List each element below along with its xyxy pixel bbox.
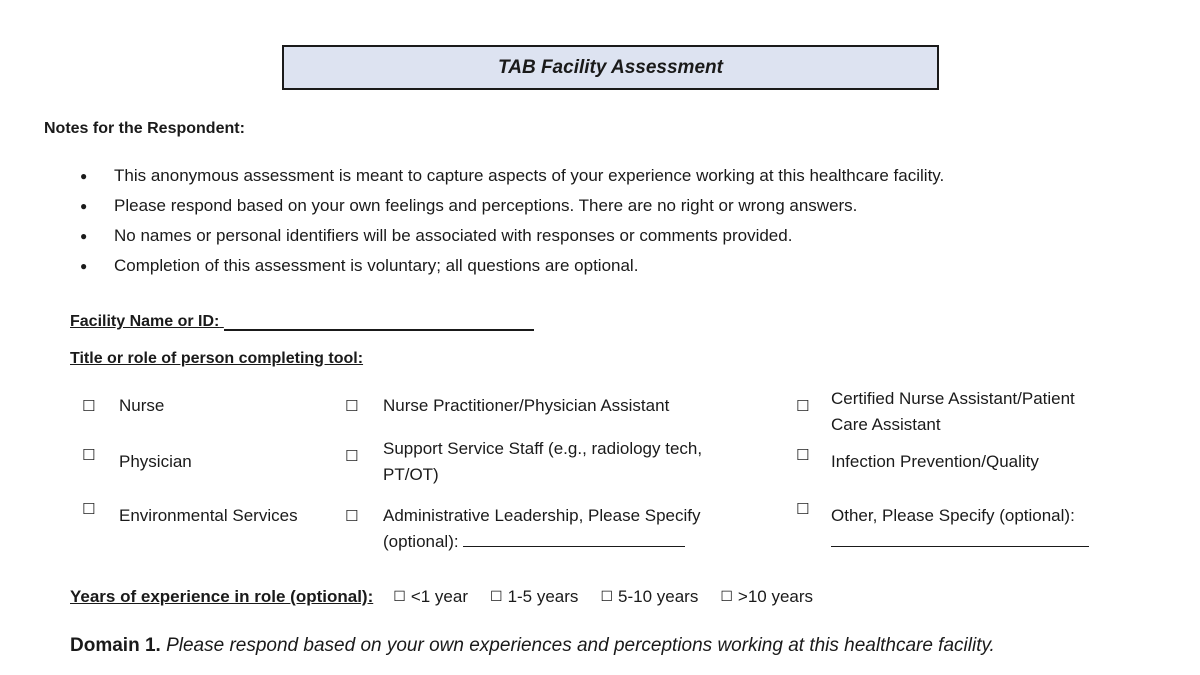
checkbox-icon: ☐	[600, 589, 613, 605]
other-label: Other, Please Specify (optional):	[831, 503, 1089, 555]
domain-heading	[70, 635, 995, 657]
years-option-lt1[interactable]: ☐ <1 year	[393, 587, 468, 606]
bullet-icon: ●	[80, 229, 88, 243]
nurse-checkbox[interactable]: ☐	[82, 397, 96, 415]
admin-checkbox[interactable]: ☐	[345, 507, 359, 525]
checkbox-icon: ☐	[490, 589, 503, 605]
admin-specify-line[interactable]	[463, 532, 685, 547]
years-label: Years of experience in role (optional):	[70, 587, 374, 606]
np-pa-checkbox[interactable]: ☐	[345, 397, 359, 415]
other-specify-line[interactable]	[831, 532, 1089, 547]
env-label: Environmental Services	[119, 506, 298, 525]
domain-text: Please respond based on your own experiences and perceptions working at this healthcare facility.	[166, 635, 995, 656]
facility-input-line[interactable]	[224, 311, 534, 331]
facility-field	[70, 311, 534, 331]
years-option-1-5[interactable]: ☐ 1-5 years	[490, 587, 579, 606]
checkbox-icon: ☐	[393, 589, 406, 605]
nurse-label: Nurse	[119, 396, 165, 415]
bullet-icon: ●	[80, 259, 88, 273]
bullet-icon: ●	[80, 169, 88, 183]
years-option-5-10[interactable]: ☐ 5-10 years	[600, 587, 699, 606]
cna-checkbox[interactable]: ☐	[796, 397, 810, 415]
checkbox-icon: ☐	[720, 589, 733, 605]
years-option-gt10[interactable]: ☐ >10 years	[720, 587, 814, 606]
support-label: Support Service Staff (e.g., radiology tech, PT/OT)	[383, 439, 703, 484]
notes-list-item: ● Please respond based on your own feelings and perceptions. There are no right or wrong answers.	[80, 191, 944, 221]
infection-checkbox[interactable]: ☐	[796, 446, 810, 464]
notes-list-item: ● Completion of this assessment is voluntary; all questions are optional.	[80, 251, 944, 281]
form-title: TAB Facility Assessment	[498, 56, 723, 78]
notes-list	[80, 161, 944, 281]
bullet-icon: ●	[80, 199, 88, 213]
other-checkbox[interactable]: ☐	[796, 500, 810, 518]
years-row	[70, 587, 835, 607]
admin-label: Administrative Leadership, Please Specify (optional):	[383, 506, 701, 551]
notes-list-item: ● This anonymous assessment is meant to capture aspects of your experience working at this healthcare facility.	[80, 161, 944, 191]
notes-list-item: ● No names or personal identifiers will be associated with responses or comments provided.	[80, 221, 944, 251]
cna-label: Certified Nurse Assistant/Patient Care Assistant	[831, 389, 1075, 434]
domain-label: Domain 1.	[70, 635, 161, 656]
role-label: Title or role of person completing tool:	[70, 350, 364, 367]
infection-label: Infection Prevention/Quality	[831, 452, 1039, 471]
notes-heading: Notes for the Respondent:	[44, 120, 245, 137]
np-pa-label: Nurse Practitioner/Physician Assistant	[383, 396, 670, 415]
form-title-box	[282, 45, 939, 90]
physician-label: Physician	[119, 452, 192, 471]
physician-checkbox[interactable]: ☐	[82, 446, 96, 464]
support-checkbox[interactable]: ☐	[345, 447, 359, 465]
env-checkbox[interactable]: ☐	[82, 500, 96, 518]
facility-label: Facility Name or ID:	[70, 313, 220, 330]
